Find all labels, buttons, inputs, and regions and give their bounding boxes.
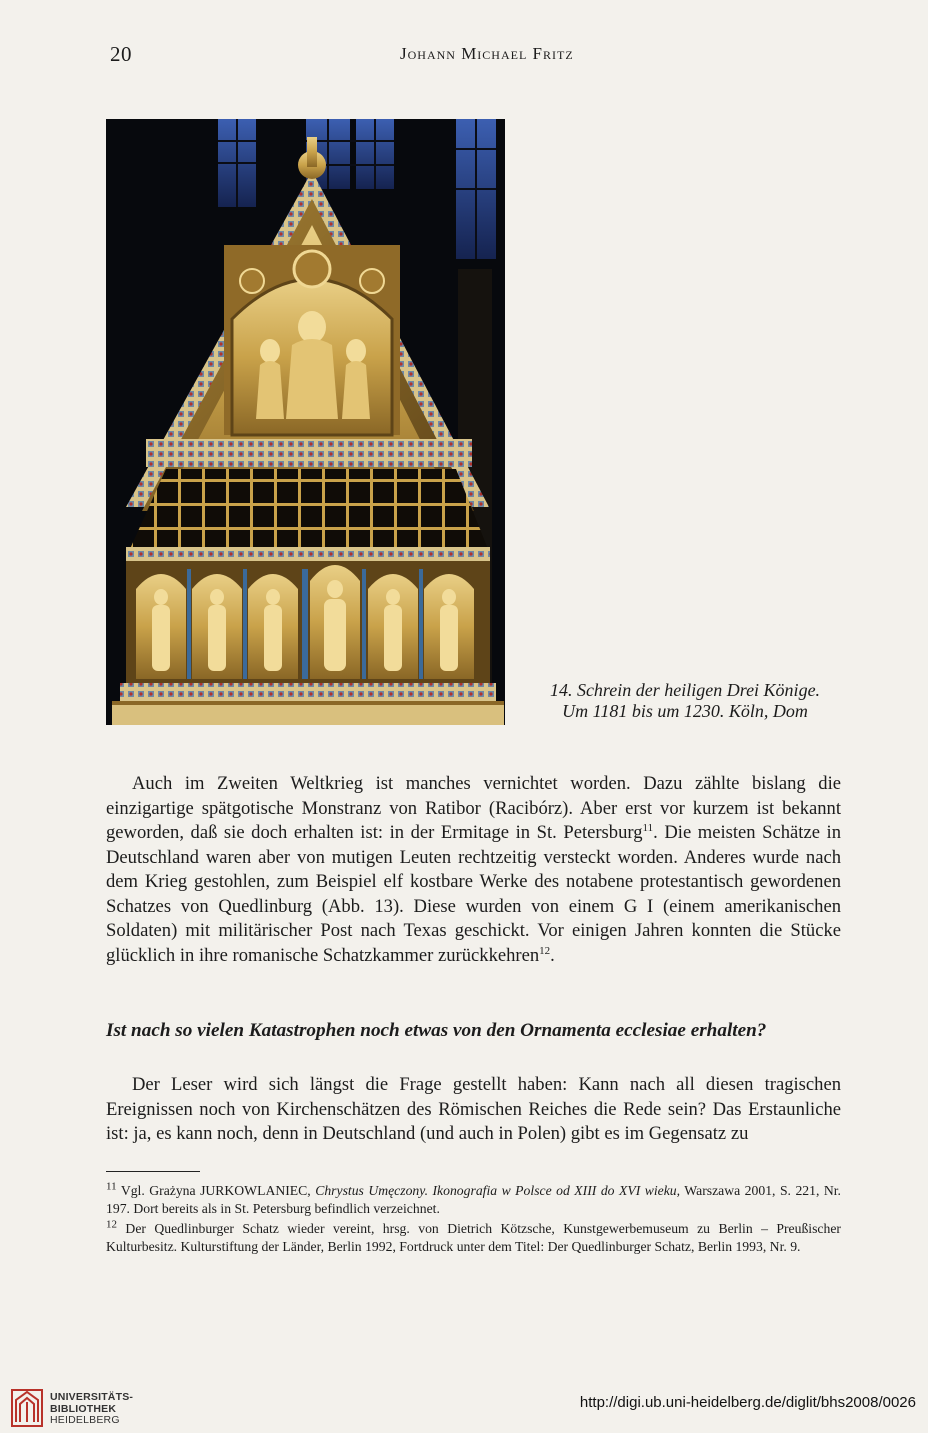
body-paragraph-2: Der Leser wird sich längst die Frage gestellt haben: Kann nach all diesen tragischen Ereignissen noch von Kirchenschätzen des Römischen Reiches die Rede sein? Das Erstaunliche ist: ja, es kann noch, denn in Deutschland (und auch in Polen) gibt es im Gegensatz zu — [106, 1074, 841, 1144]
figure-caption — [520, 680, 850, 722]
library-name-line-1: UNIVERSITÄTS- — [50, 1391, 134, 1403]
footnote-separator — [106, 1171, 200, 1172]
footnotes — [106, 1182, 841, 1258]
library-name-line-3: HEIDELBERG — [50, 1414, 120, 1426]
section-heading: Ist nach so vielen Katastrophen noch etwas von den Ornamenta ecclesiae erhalten? — [106, 1020, 767, 1041]
page-number: 20 — [110, 42, 132, 66]
paragraph-1-text-c: . — [550, 944, 555, 966]
running-head: Johann Michael Fritz — [400, 44, 574, 63]
paragraph-1-text-b: . Die meisten Schätze in Deutschland waren aber von mutigen Leuten rechtzeitig versteckt worden. Anderes wurde nach dem Krieg gestohlen, zum Beispiel elf kostbare Werke des notabene protestantisch gewordenen Schatzes von Quedlinburg (Abb. 13). Diese wurden von einem G I (einem amerikanischen Soldaten) mit militärischer Post nach Texas geschickt. Vor einigen Jahren konnten die Stücke glücklich in ihre romanische Schatzkammer zurückkehren — [106, 822, 841, 966]
paragraph-1-text-a: Auch im Zweiten Weltkrieg ist manches vernichtet worden. Dazu zählte bislang die einzigartige spätgotische Monstranz von Ratibor (Racibórz). Aber erst vor kurzem ist bekannt geworden, daß sie doch erhalten ist: in der Ermitage in St. Petersburg — [106, 773, 841, 843]
page-header — [110, 40, 840, 70]
footnote-title: Chrystus Umęczony. Ikonografia w Polsce od XIII do XVI wieku, — [315, 1183, 681, 1198]
library-name-line-2: BIBLIOTHEK — [50, 1402, 117, 1415]
footnote-ref-12: 12 — [539, 944, 551, 957]
library-name — [50, 1392, 133, 1427]
footnote-text: Vgl. Grażyna JURKOWLANIEC, — [116, 1183, 316, 1198]
footnote-text: Warszawa 2001, S. 221, Nr. 197. Dort bereits als in St. Petersburg befindlich verzeichnet. — [106, 1183, 841, 1216]
shrine-photograph — [106, 119, 505, 725]
page-footer — [0, 1380, 928, 1433]
footnote-text: Der Quedlinburger Schatz wieder vereint, hrsg. von Dietrich Kötzsche, Kunstgewerbemuseum zu Berlin – Preußischer Kulturbesitz. Kulturstiftung der Länder, Berlin 1992, Fortdruck unter dem Titel: Der Quedlinburger Schatz, Berlin 1993, Nr. 9. — [106, 1221, 841, 1254]
heidelberg-library-logo-icon — [10, 1388, 44, 1428]
caption-line-1: 14. Schrein der heiligen Drei Könige. — [549, 680, 821, 700]
footnote-12 — [106, 1220, 841, 1256]
shrine-illustration — [106, 119, 505, 725]
footnote-11 — [106, 1182, 841, 1218]
body-paragraph-1 — [106, 772, 841, 968]
footnote-ref-11: 11 — [642, 821, 654, 834]
permalink-url[interactable]: http://digi.ub.uni-heidelberg.de/diglit/bhs2008/0026 — [579, 1394, 916, 1411]
footnote-number: 11 — [106, 1180, 117, 1193]
caption-line-2: Um 1181 bis um 1230. Köln, Dom — [562, 701, 808, 721]
footnote-number: 12 — [106, 1218, 117, 1231]
